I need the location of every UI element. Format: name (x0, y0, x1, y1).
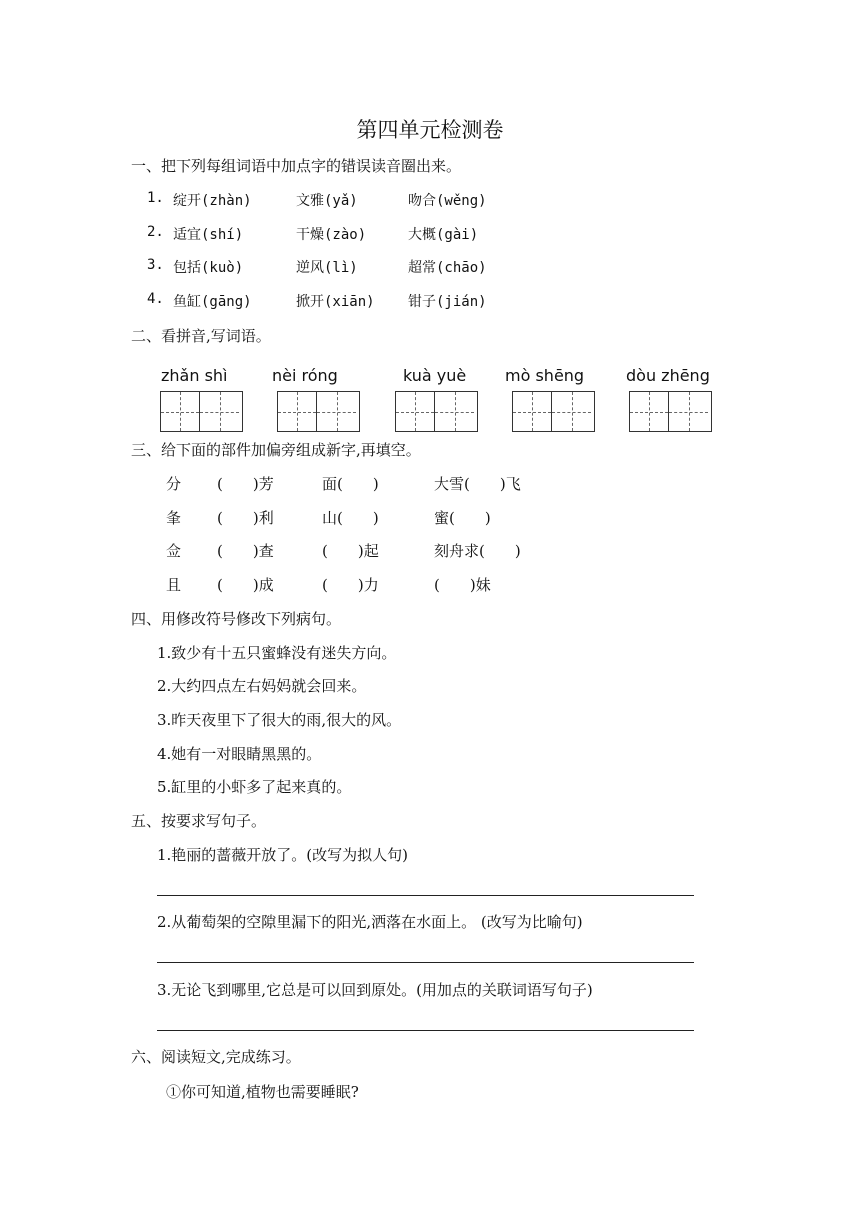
s1-row4-num: 4. (147, 291, 164, 307)
s3-row2-c[interactable]: 山( ) (322, 509, 379, 527)
page-title: 第四单元检测卷 (356, 118, 504, 142)
pinyin-4: mò shēng (505, 366, 585, 385)
answer-line-3[interactable] (157, 1030, 694, 1031)
writing-grid-5[interactable] (629, 391, 712, 432)
answer-line-2[interactable] (157, 962, 694, 963)
pinyin-1: zhǎn shì (161, 366, 228, 385)
writing-grid-3[interactable] (395, 391, 478, 432)
s1-row1-b: 文雅(yǎ) (296, 193, 358, 209)
s1-row2-b: 干燥(zào) (296, 227, 367, 243)
s1-row4-b: 掀开(xiān) (296, 294, 375, 310)
s1-row2-c: 大概(gài) (408, 227, 479, 243)
s4-item-3: 3.昨天夜里下了很大的雨,很大的风。 (157, 711, 402, 729)
s1-row4-a: 鱼缸(gāng) (173, 294, 252, 310)
s1-row4-c: 钳子(jián) (408, 294, 487, 310)
section-1-heading: 一、把下列每组词语中加点字的错误读音圈出来。 (131, 157, 462, 175)
s5-item-2: 2.从葡萄架的空隙里漏下的阳光,洒落在水面上。 (改写为比喻句) (157, 913, 583, 931)
s4-item-4: 4.她有一对眼睛黑黑的。 (157, 745, 322, 763)
s1-row3-c: 超常(chāo) (408, 260, 487, 276)
pinyin-5: dòu zhēng (626, 366, 710, 385)
s1-row1-c: 吻合(wěng) (408, 193, 487, 209)
s3-row4-b[interactable]: ( )成 (217, 576, 274, 594)
s3-row1-b[interactable]: ( )芳 (217, 475, 274, 493)
s1-row3-b: 逆风(lì) (296, 260, 358, 276)
pinyin-2: nèi róng (272, 366, 338, 385)
writing-grid-4[interactable] (512, 391, 595, 432)
s4-item-5: 5.缸里的小虾多了起来真的。 (157, 778, 352, 796)
s3-row3-d[interactable]: 刻舟求( ) (434, 542, 521, 560)
s3-row1-part: 分 (166, 475, 182, 493)
section-2-heading: 二、看拼音,写词语。 (131, 327, 271, 345)
s1-row3-a: 包括(kuò) (173, 260, 244, 276)
s3-row2-b[interactable]: ( )利 (217, 509, 274, 527)
section-6-heading: 六、阅读短文,完成练习。 (131, 1048, 301, 1066)
s3-row1-c[interactable]: 面( ) (322, 475, 379, 493)
section-3-heading: 三、给下面的部件加偏旁组成新字,再填空。 (131, 441, 421, 459)
s3-row2-d[interactable]: 蜜( ) (434, 509, 491, 527)
s5-item-1: 1.艳丽的蔷薇开放了。(改写为拟人句) (157, 846, 409, 864)
s3-row4-part: 且 (166, 576, 182, 594)
s3-row4-d[interactable]: ( )妹 (434, 576, 491, 594)
s4-item-2: 2.大约四点左右妈妈就会回来。 (157, 677, 367, 695)
s3-row4-c[interactable]: ( )力 (322, 576, 379, 594)
section-5-heading: 五、按要求写句子。 (131, 812, 267, 830)
section-4-heading: 四、用修改符号修改下列病句。 (131, 610, 342, 628)
s4-item-1: 1.致少有十五只蜜蜂没有迷失方向。 (157, 644, 397, 662)
writing-grid-1[interactable] (160, 391, 243, 432)
s1-row3-num: 3. (147, 257, 164, 273)
s1-row2-num: 2. (147, 224, 164, 240)
s3-row3-c[interactable]: ( )起 (322, 542, 379, 560)
pinyin-3: kuà yuè (403, 366, 467, 385)
s3-row2-part: 夆 (166, 509, 182, 527)
s3-row3-part: 佥 (166, 542, 182, 560)
s3-row3-b[interactable]: ( )查 (217, 542, 274, 560)
s1-row1-a: 绽开(zhàn) (173, 193, 252, 209)
s1-row2-a: 适宜(shí) (173, 227, 244, 243)
s3-row1-d[interactable]: 大雪( )飞 (434, 475, 521, 493)
s5-item-3: 3.无论飞到哪里,它总是可以回到原处。(用加点的关联词语写句子) (157, 981, 593, 999)
writing-grid-2[interactable] (277, 391, 360, 432)
s1-row1-num: 1. (147, 190, 164, 206)
answer-line-1[interactable] (157, 895, 694, 896)
passage-paragraph-1: ①你可知道,植物也需要睡眠? (166, 1083, 359, 1101)
